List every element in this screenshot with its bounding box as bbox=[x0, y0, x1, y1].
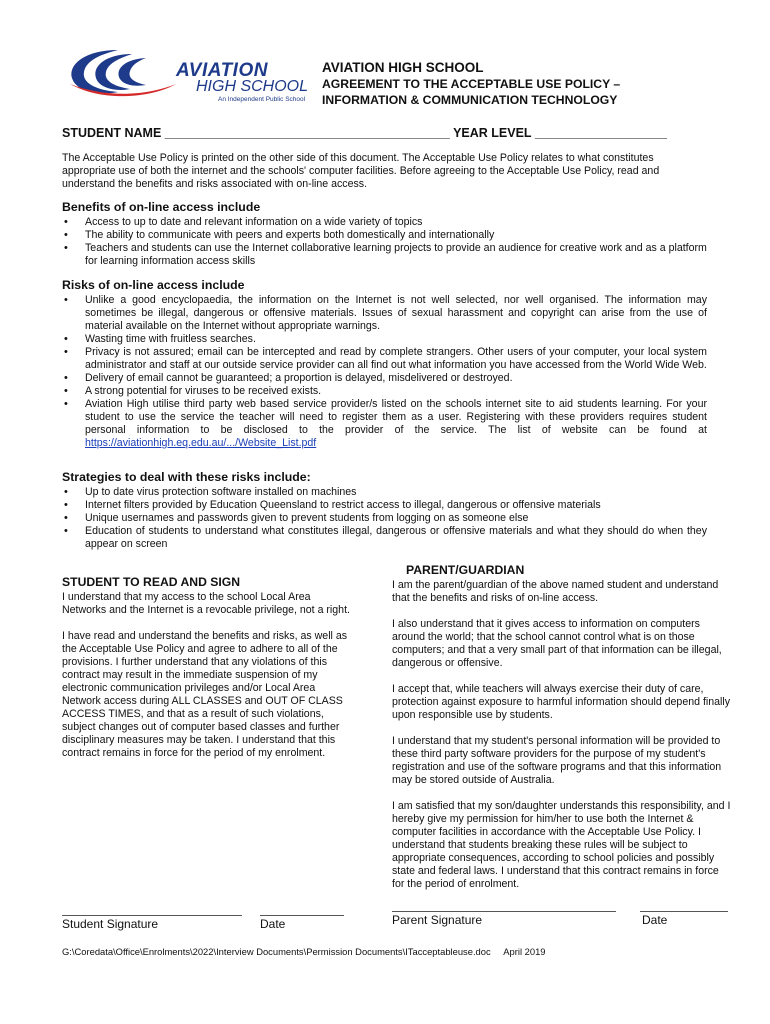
parent-paragraph-5: I am satisfied that my son/daughter understands this responsibility, and I hereby give my permission for him/her to use both the Internet & computer facilities in accordance with the Acceptable Use Policy. I understand that students breaking these rules will be subject to appropriate consequences, according to school policies and possibly state and federal laws. I understand that this contract remains in force for the period of enrolment. bbox=[392, 800, 731, 890]
list-item: • Up to date virus protection software installed on machines bbox=[62, 486, 707, 499]
student-signature-line[interactable] bbox=[62, 915, 242, 916]
benefits-section bbox=[62, 200, 707, 268]
parent-paragraph-3: I accept that, while teachers will always exercise their duty of care, protection against exposure to harmful information should depend finally upon responsible use by students. bbox=[392, 683, 731, 721]
footer-date: April 2019 bbox=[503, 946, 546, 957]
strategies-section bbox=[62, 470, 707, 551]
student-date-label: Date bbox=[260, 917, 286, 931]
document-title-line2: INFORMATION & COMMUNICATION TECHNOLOGY bbox=[322, 93, 618, 107]
parent-section-heading: PARENT/GUARDIAN bbox=[406, 563, 525, 577]
risks-heading: Risks of on-line access include bbox=[62, 278, 245, 292]
student-signature-label: Student Signature bbox=[62, 917, 159, 931]
benefits-heading: Benefits of on-line access include bbox=[62, 200, 261, 214]
list-item: • Privacy is not assured; email can be intercepted and read by complete strangers. Other users of your computer, your local system administrator and staff at our outside service provider can all find out what information you have accessed from the World Wide Web. bbox=[62, 346, 707, 372]
student-paragraph-2: I have read and understand the benefits and risks, as well as the Acceptable Use Policy and agree to adhere to all of the provisions. I further understand that any violations of this contract may result in the immediate suspension of my electronic communication privileges and/or Local Area Network access during ALL CLASSES and OUT OF CLASS ACCESS TIMES, and that as a result of such violations, subject changes out of computer based classes and further disciplinary measures may be taken. I understand that this contract remains in force for the period of my enrolment. bbox=[62, 630, 348, 759]
student-section-heading: STUDENT TO READ AND SIGN bbox=[62, 575, 241, 589]
list-item: • Access to up to date and relevant information on a wide variety of topics bbox=[62, 216, 707, 229]
third-party-text: Aviation High utilise third party web based service provider/s listed on the schools internet site to aid students learning. For your student to use the service the teacher will need to register them as a user. Registering with these providers requires student personal information to be disclosed to the provider of the service. The list of website can be found at bbox=[85, 398, 707, 436]
year-level-label: YEAR LEVEL bbox=[453, 126, 532, 140]
document-title-line1: AGREEMENT TO THE ACCEPTABLE USE POLICY – bbox=[322, 77, 621, 91]
list-item: • Education of students to understand what constitutes illegal, dangerous or offensive materials and what they should do when they appear on screen bbox=[62, 525, 707, 551]
parent-date-line[interactable] bbox=[640, 911, 728, 912]
footer bbox=[62, 946, 546, 957]
student-name-label: STUDENT NAME bbox=[62, 126, 162, 140]
school-title: AVIATION HIGH SCHOOL bbox=[322, 60, 484, 75]
risks-section bbox=[62, 278, 707, 450]
parent-paragraph-1: I am the parent/guardian of the above named student and understand that the benefits and risks of on-line access. bbox=[392, 579, 719, 604]
logo-tagline: An Independent Public School bbox=[218, 96, 306, 103]
website-list-link[interactable]: https://aviationhigh.eq.edu.au/.../Website_List.pdf bbox=[85, 437, 317, 449]
list-item bbox=[62, 398, 707, 450]
student-date-line[interactable] bbox=[260, 915, 344, 916]
list-item: • Teachers and students can use the Internet collaborative learning projects to provide an audience for creative work and as a platform for learning information access skills bbox=[62, 242, 707, 268]
parent-date-label: Date bbox=[642, 913, 668, 927]
list-item: • A strong potential for viruses to be received exists. bbox=[62, 385, 707, 398]
risks-list bbox=[62, 294, 707, 450]
student-info-line bbox=[62, 126, 667, 140]
document-title bbox=[322, 76, 620, 108]
year-level-field[interactable]: ___________________ bbox=[534, 126, 667, 140]
list-item: • Internet filters provided by Education Queensland to restrict access to illegal, dangerous or offensive materials bbox=[62, 499, 707, 512]
school-logo bbox=[66, 44, 316, 114]
strategies-list bbox=[62, 486, 707, 551]
parent-section bbox=[392, 563, 732, 891]
list-item: • Wasting time with fruitless searches. bbox=[62, 333, 707, 346]
list-item: • Unique usernames and passwords given to prevent students from logging on as someone else bbox=[62, 512, 707, 525]
student-paragraph-1: I understand that my access to the school Local Area Networks and the Internet is a revocable privilege, not a right. bbox=[62, 591, 350, 616]
list-item: • Delivery of email cannot be guaranteed; a proportion is delayed, misdelivered or destroyed. bbox=[62, 372, 707, 385]
list-item: • The ability to communicate with peers and experts both domestically and internationally bbox=[62, 229, 707, 242]
student-section bbox=[62, 575, 354, 760]
list-item: • Unlike a good encyclopaedia, the information on the Internet is not well selected, nor well organised. The information may sometimes be illegal, dangerous or offensive materials. Issues of sexual harassment and copyright can arise from the use of material available on the Internet without appropriate warnings. bbox=[62, 294, 707, 333]
parent-paragraph-2: I also understand that it gives access to information on computers around the world; that the school cannot control what is on those computers; and that a very small part of that information can be illegal, dangerous or offensive. bbox=[392, 618, 722, 669]
benefits-list bbox=[62, 216, 707, 268]
parent-paragraph-4: I understand that my student's personal information will be provided to these third party software providers for the purpose of my student's registration and use of the software programs and that this information may be stored outside of Australia. bbox=[392, 735, 722, 786]
parent-signature-line[interactable] bbox=[392, 911, 616, 912]
logo-name: AVIATION bbox=[176, 60, 268, 81]
logo-subname: HIGH SCHOOL bbox=[196, 78, 309, 95]
intro-paragraph: The Acceptable Use Policy is printed on the other side of this document. The Acceptable Use Policy relates to what constitutes appropriate use of both the internet and the schools' computer facilities. Before agreeing to the Acceptable Use Policy, read and understand the benefits and risks associated with on-line access. bbox=[62, 152, 660, 190]
footer-file-path: G:\Coredata\Office\Enrolments\2022\Interview Documents\Permission Documents\ITacceptableuse.doc bbox=[62, 946, 491, 957]
parent-signature-label: Parent Signature bbox=[392, 913, 483, 927]
strategies-heading: Strategies to deal with these risks include: bbox=[62, 470, 311, 484]
student-name-field[interactable]: _________________________________________ bbox=[164, 126, 450, 140]
